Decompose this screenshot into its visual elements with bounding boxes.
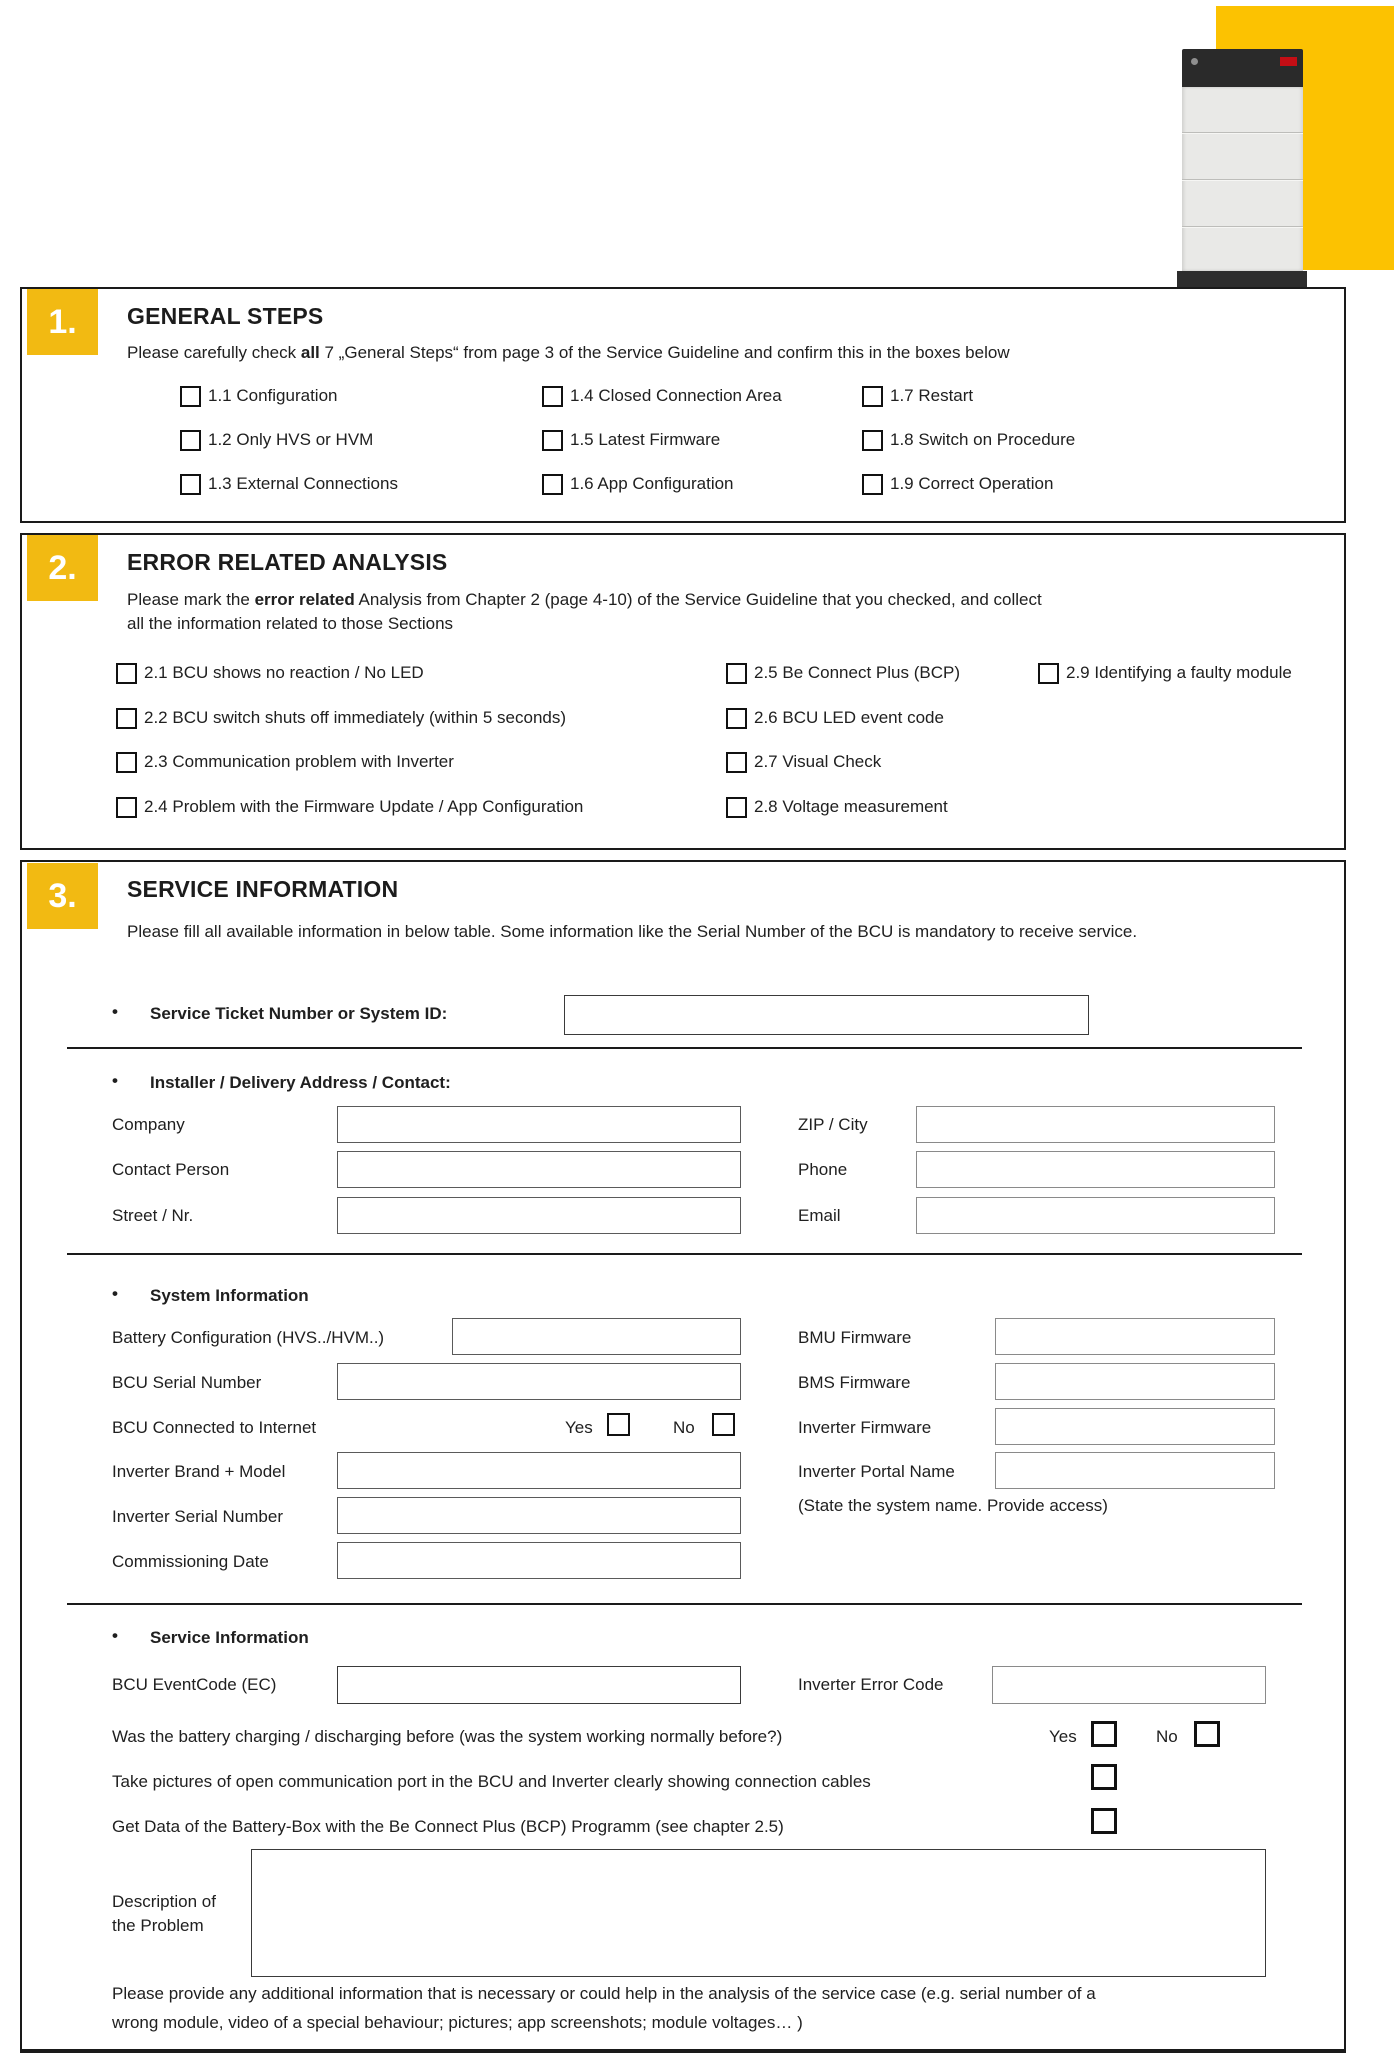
battery-top-cover: [1182, 49, 1303, 87]
checkbox-2-1[interactable]: [116, 663, 137, 684]
checkbox-1-6[interactable]: [542, 474, 563, 495]
bms-firmware-input[interactable]: [995, 1363, 1275, 1400]
bcu-internet-label: BCU Connected to Internet: [112, 1418, 317, 1437]
contact-person-input[interactable]: [337, 1151, 741, 1188]
inverter-firmware-label: Inverter Firmware: [798, 1418, 932, 1437]
charging-no-label: No: [1156, 1727, 1178, 1746]
analysis-label-2-9: 2.9 Identifying a faulty module: [1066, 663, 1292, 682]
step-label-1-1: 1.1 Configuration: [208, 386, 338, 405]
section-intro-1: [127, 341, 1010, 365]
installer-heading: Installer / Delivery Address / Contact:: [150, 1073, 451, 1092]
checkbox-2-9[interactable]: [1038, 663, 1059, 684]
commissioning-date-label: Commissioning Date: [112, 1552, 269, 1571]
step-label-1-9: 1.9 Correct Operation: [890, 474, 1054, 493]
service-ticket-label: Service Ticket Number or System ID:: [150, 1004, 448, 1023]
bmu-firmware-input[interactable]: [995, 1318, 1275, 1355]
section-number-2: 2.: [48, 548, 77, 587]
charging-question-label: Was the battery charging / discharging before (was the system working normally before?): [112, 1727, 783, 1746]
section-number-3: 3.: [48, 876, 77, 915]
byd-logo: [1280, 57, 1297, 66]
step-label-1-8: 1.8 Switch on Procedure: [890, 430, 1076, 449]
analysis-label-2-7: 2.7 Visual Check: [754, 752, 882, 771]
analysis-label-2-5: 2.5 Be Connect Plus (BCP): [754, 663, 960, 682]
email-input[interactable]: [916, 1197, 1275, 1234]
system-information-heading: System Information: [150, 1286, 309, 1305]
bcp-data-checkbox[interactable]: [1091, 1808, 1117, 1834]
step-label-1-7: 1.7 Restart: [890, 386, 974, 405]
analysis-label-2-4: 2.4 Problem with the Firmware Update / App Configuration: [144, 797, 584, 816]
problem-description-label: Description of the Problem: [112, 1892, 216, 1935]
checkbox-2-8[interactable]: [726, 797, 747, 818]
checkbox-2-4[interactable]: [116, 797, 137, 818]
checkbox-1-1[interactable]: [180, 386, 201, 407]
section-title-1: GENERAL STEPS: [127, 303, 324, 329]
section-number-tile-2: [27, 535, 98, 601]
service-ticket-input[interactable]: [564, 995, 1089, 1035]
section-intro-3: Please fill all available information in below table. Some information like the Serial Number of the BCU is mandatory to receive service.: [127, 922, 1138, 941]
street-input[interactable]: [337, 1197, 741, 1234]
intro-text: Please mark the: [127, 590, 255, 609]
section-number-1: 1.: [48, 302, 77, 341]
company-input[interactable]: [337, 1106, 741, 1143]
inverter-error-input[interactable]: [992, 1666, 1266, 1704]
inverter-serial-label: Inverter Serial Number: [112, 1507, 284, 1526]
charging-no-checkbox[interactable]: [1194, 1721, 1220, 1747]
bcu-eventcode-input[interactable]: [337, 1666, 741, 1704]
inverter-serial-input[interactable]: [337, 1497, 741, 1534]
zip-city-label: ZIP / City: [798, 1115, 868, 1134]
bcu-internet-no-label: No: [673, 1418, 695, 1437]
company-label: Company: [112, 1115, 185, 1134]
separator-line: [67, 1603, 1302, 1605]
bcp-data-question-label: Get Data of the Battery-Box with the Be Connect Plus (BCP) Programm (see chapter 2.5): [112, 1817, 784, 1836]
pictures-checkbox[interactable]: [1091, 1764, 1117, 1790]
checkbox-2-3[interactable]: [116, 752, 137, 773]
checkbox-1-5[interactable]: [542, 430, 563, 451]
battery-config-input[interactable]: [452, 1318, 741, 1355]
additional-info-note-line1: Please provide any additional information that is necessary or could help in the analysis of the service case (e.g. serial number of a: [112, 1984, 1096, 2003]
checkbox-2-2[interactable]: [116, 708, 137, 729]
checkbox-1-7[interactable]: [862, 386, 883, 407]
separator-line: [67, 1047, 1302, 1049]
inverter-error-label: Inverter Error Code: [798, 1675, 944, 1694]
phone-input[interactable]: [916, 1151, 1275, 1188]
checkbox-1-2[interactable]: [180, 430, 201, 451]
module-divider: [1182, 179, 1303, 180]
section-title-2: ERROR RELATED ANALYSIS: [127, 549, 448, 575]
inverter-portal-label: Inverter Portal Name: [798, 1462, 955, 1481]
bms-firmware-label: BMS Firmware: [798, 1373, 911, 1392]
bullet-icon: [112, 1071, 118, 1091]
bcu-internet-yes-checkbox[interactable]: [607, 1413, 630, 1436]
analysis-label-2-2: 2.2 BCU switch shuts off immediately (within 5 seconds): [144, 708, 567, 727]
inverter-portal-note: (State the system name. Provide access): [798, 1496, 1108, 1515]
bullet-icon: [112, 1284, 118, 1304]
intro-bold-text: error related: [254, 590, 355, 609]
bcu-internet-yes-label: Yes: [565, 1418, 593, 1437]
section-intro-2-line1: [127, 588, 1042, 612]
zip-city-input[interactable]: [916, 1106, 1275, 1143]
checkbox-1-8[interactable]: [862, 430, 883, 451]
checkbox-1-4[interactable]: [542, 386, 563, 407]
contact-person-label: Contact Person: [112, 1160, 230, 1179]
section-number-tile-1: [27, 289, 98, 355]
checkbox-1-9[interactable]: [862, 474, 883, 495]
inverter-brand-input[interactable]: [337, 1452, 741, 1489]
bcu-serial-input[interactable]: [337, 1363, 741, 1400]
section-number-tile-3: [27, 863, 98, 929]
analysis-label-2-6: 2.6 BCU LED event code: [754, 708, 944, 727]
separator-line: [67, 1253, 1302, 1255]
problem-description-textarea[interactable]: [251, 1849, 1266, 1977]
bcu-internet-no-checkbox[interactable]: [712, 1413, 735, 1436]
bullet-icon: [112, 1002, 118, 1022]
additional-info-note-line2: wrong module, video of a special behaviour; pictures; app screenshots; module voltages… ): [112, 2013, 803, 2032]
bcu-eventcode-label: BCU EventCode (EC): [112, 1675, 277, 1694]
intro-text: 7 „General Steps“ from page 3 of the Service Guideline and confirm this in the boxes below: [319, 343, 1010, 362]
checkbox-2-5[interactable]: [726, 663, 747, 684]
charging-yes-checkbox[interactable]: [1091, 1721, 1117, 1747]
bullet-icon: [112, 1626, 118, 1646]
intro-text: Analysis from Chapter 2 (page 4-10) of the Service Guideline that you checked, and collect: [354, 590, 1042, 609]
battery-config-label: Battery Configuration (HVS../HVM..): [112, 1328, 385, 1347]
service-information-heading: Service Information: [150, 1628, 309, 1647]
bcu-serial-label: BCU Serial Number: [112, 1373, 262, 1392]
pictures-question-label: Take pictures of open communication port in the BCU and Inverter clearly showing connection cables: [112, 1772, 871, 1791]
step-label-1-4: 1.4 Closed Connection Area: [570, 386, 782, 405]
battery-module-stack: [1182, 87, 1303, 271]
analysis-label-2-1: 2.1 BCU shows no reaction / No LED: [144, 663, 424, 682]
step-label-1-3: 1.3 External Connections: [208, 474, 398, 493]
step-label-1-2: 1.2 Only HVS or HVM: [208, 430, 374, 449]
inverter-brand-label: Inverter Brand + Model: [112, 1462, 286, 1481]
analysis-label-2-3: 2.3 Communication problem with Inverter: [144, 752, 454, 771]
step-label-1-5: 1.5 Latest Firmware: [570, 430, 721, 449]
inverter-portal-input[interactable]: [995, 1452, 1275, 1489]
battery-brand-dot-icon: [1191, 58, 1198, 65]
intro-text: Please carefully check: [127, 343, 301, 362]
module-divider: [1182, 132, 1303, 133]
bmu-firmware-label: BMU Firmware: [798, 1328, 912, 1347]
checkbox-2-6[interactable]: [726, 708, 747, 729]
charging-yes-label: Yes: [1049, 1727, 1077, 1746]
street-label: Street / Nr.: [112, 1206, 194, 1225]
checkbox-1-3[interactable]: [180, 474, 201, 495]
inverter-firmware-input[interactable]: [995, 1408, 1275, 1445]
step-label-1-6: 1.6 App Configuration: [570, 474, 734, 493]
section-title-3: SERVICE INFORMATION: [127, 876, 399, 902]
commissioning-date-input[interactable]: [337, 1542, 741, 1579]
email-label: Email: [798, 1206, 841, 1225]
section-intro-2-line2: all the information related to those Sections: [127, 614, 454, 633]
module-divider: [1182, 226, 1303, 227]
intro-bold-text: all: [300, 343, 320, 362]
phone-label: Phone: [798, 1160, 848, 1179]
analysis-label-2-8: 2.8 Voltage measurement: [754, 797, 948, 816]
checkbox-2-7[interactable]: [726, 752, 747, 773]
